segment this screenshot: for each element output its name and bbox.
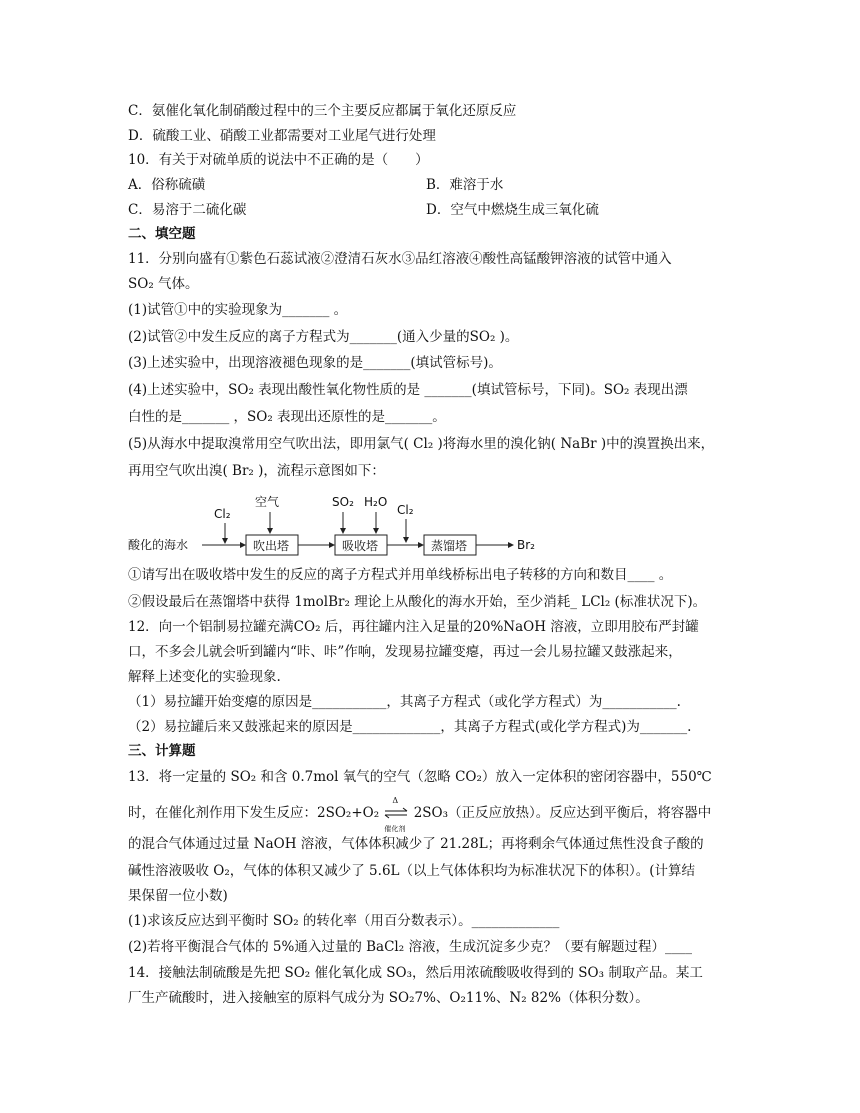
- q11-part5-cont: 再用空气吹出溴( Br₂ )，流程示意图如下：: [128, 463, 385, 479]
- q10-option-b: B．难溶于水: [426, 177, 504, 193]
- q13-part2: (2)若将平衡混合气体的 5%通入过量的 BaCl₂ 溶液，生成沉淀多少克？（要有解题过程）____: [128, 939, 692, 955]
- q10-option-d: D．空气中燃烧生成三氧化硫: [426, 202, 599, 218]
- eq-catalyst-mark: 催化剂: [384, 825, 406, 833]
- q11-part5: (5)从海水中提取溴常用空气吹出法，即用氯气( Cl₂ )将海水里的溴化钠( NaBr )中的溴置换出来，: [128, 436, 715, 452]
- tower-absorb-label: 吸收塔: [342, 539, 379, 553]
- q14-stem-cont: 厂生产硫酸时，进入接触室的原料气成分为 SO₂7%、O₂11%、N₂ 82%（体积分数）。: [128, 990, 649, 1006]
- q14-stem: 14．接触法制硫酸是先把 SO₂ 催化氧化成 SO₃，然后用浓硫酸吸收得到的 SO₃ 制取产品。某工: [128, 965, 703, 981]
- q13-stem: 13．将一定量的 SO₂ 和含 0.7mol 氧气的空气（忽略 CO₂）放入一定体积的密闭容器中，550℃: [128, 769, 712, 785]
- q13-stem-cont2: 碱性溶液吸收 O₂，气体的体积又减少了 5.6L（以上气体体积均为标准状况下的体积）。(计算结: [128, 863, 696, 879]
- q11-part4: (4)上述实验中，SO₂ 表现出酸性氧化物性质的是 _______(填试管标号，下同)。SO₂ 表现出漂: [128, 382, 688, 398]
- eq-heat-mark: Δ: [392, 796, 399, 805]
- tower-blowout-label: 吹出塔: [253, 539, 290, 553]
- q13-equation-left: 时，在催化剂作用下发生反应：2SO₂+O₂: [128, 805, 380, 821]
- flow-air-input: 空气: [255, 495, 280, 509]
- q11-part3: (3)上述实验中，出现溶液褪色现象的是_______(填试管标号)。: [128, 355, 502, 371]
- reversible-arrow-icon: [383, 796, 409, 833]
- q13-equation-line: [128, 796, 712, 833]
- q10-stem: 10．有关于对硫单质的说法中不正确的是（ ）: [128, 152, 429, 168]
- q10-option-c: C．易溶于二硫化碳: [128, 202, 247, 218]
- q12-stem: 12．向一个铝制易拉罐充满CO₂ 后，再往罐内注入足量的20%NaOH 溶液，立即用胶布严封罐: [128, 619, 699, 635]
- q13-part1: (1)求该反应达到平衡时 SO₂ 的转化率（用百分数表示）。_____________: [128, 913, 560, 929]
- q9-option-c: C．氨催化氧化制硝酸过程中的三个主要反应都属于氧化还原反应: [128, 103, 517, 119]
- flow-start-label: 酸化的海水: [128, 538, 189, 552]
- q13-stem-cont3: 果保留一位小数): [128, 888, 228, 904]
- flow-end-label: Br₂: [517, 538, 535, 552]
- q11-part1: (1)试管①中的实验现象为_______ 。: [128, 302, 348, 318]
- q12-stem-cont2: 解释上述变化的实验现象.: [128, 669, 281, 685]
- bromine-process-diagram: [128, 490, 738, 560]
- flow-h2o-input: H₂O: [364, 495, 388, 509]
- q11-stem: 11．分别向盛有①紫色石蕊试液②澄清石灰水③品红溶液④酸性高锰酸钾溶液的试管中通入: [128, 251, 672, 267]
- section-heading-fill: 二、填空题: [128, 226, 196, 242]
- q9-option-d: D．硫酸工业、硝酸工业都需要对工业尾气进行处理: [128, 128, 436, 144]
- q11-part4-cont: 白性的是_______ ，SO₂ 表现出还原性的是_______。: [128, 409, 446, 425]
- flow-cl2-input-1: Cl₂: [214, 507, 231, 521]
- q12-stem-cont1: 口，不多会儿就会听到罐内“咔、咔”作响，发现易拉罐变瘪，再过一会儿易拉罐又鼓涨起来，: [128, 644, 682, 660]
- tower-distill-label: 蒸馏塔: [431, 539, 468, 553]
- q13-stem-cont1: 的混合气体通过过量 NaOH 溶液，气体体积减少了 21.28L；再将剩余气体通过焦性没食子酸的: [128, 836, 704, 852]
- q12-part1: （1）易拉罐开始变瘪的原因是___________，其离子方程式（或化学方程式）为___________.: [128, 694, 681, 710]
- flow-cl2-input-2: Cl₂: [397, 503, 414, 517]
- q11-stem-cont: SO₂ 气体。: [128, 276, 199, 292]
- section-heading-calc: 三、计算题: [128, 743, 196, 759]
- q10-option-a: A．俗称硫磺: [128, 177, 206, 193]
- flow-so2-input: SO₂: [332, 495, 354, 509]
- q11-part2: (2)试管②中发生反应的离子方程式为_______(通入少量的SO₂ )。: [128, 329, 519, 345]
- q13-equation-right: 2SO₃（正反应放热）。反应达到平衡后，将容器中: [413, 805, 712, 821]
- q11-part5-sub1: ①请写出在吸收塔中发生的反应的离子方程式并用单线桥标出电子转移的方向和数目____ 。: [128, 567, 673, 583]
- q12-part2: （2）易拉罐后来又鼓涨起来的原因是_____________，其离子方程式(或化学方程式)为_______.: [128, 719, 692, 735]
- q11-part5-sub2: ②假设最后在蒸馏塔中获得 1molBr₂ 理论上从酸化的海水开始，至少消耗_ LCl₂ (标准状况下)。: [128, 594, 707, 610]
